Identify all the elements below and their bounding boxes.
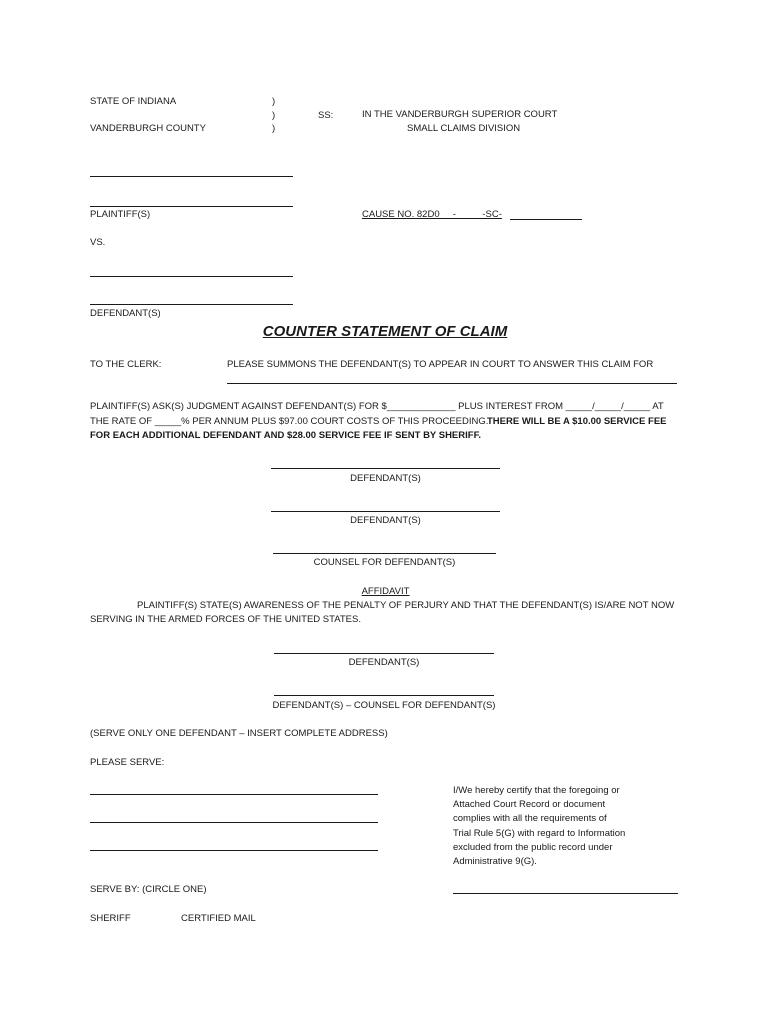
defendant-line-2[interactable]: [90, 304, 293, 305]
defendant-signature-line-2[interactable]: [271, 511, 500, 512]
affidavit-line-1: PLAINTIFF(S) STATE(S) AWARENESS OF THE PENALTY OF PERJURY AND THAT THE DEFENDANT(S) IS/ARE NOT NOW: [137, 600, 675, 611]
document-title: COUNTER STATEMENT OF CLAIM: [262, 323, 508, 340]
affidavit-heading: AFFIDAVIT: [361, 586, 410, 597]
please-serve-label: PLEASE SERVE:: [90, 757, 165, 768]
certification-line-6: Administrative 9(G).: [453, 856, 537, 867]
sheriff-option[interactable]: SHERIFF: [90, 913, 131, 924]
defendant-signature-label-2: DEFENDANT(S): [350, 515, 421, 526]
paren-3: ): [272, 123, 276, 134]
service-fee-notice: THERE WILL BE A $10.00 SERVICE FEE: [487, 416, 667, 427]
defendant-line-1[interactable]: [90, 276, 293, 277]
county-label: VANDERBURGH COUNTY: [90, 123, 206, 134]
clerk-label: TO THE CLERK:: [90, 359, 162, 370]
judgment-line-2: THE RATE OF _____% PER ANNUM PLUS $97.00 COURT COSTS OF THIS PROCEEDING.: [90, 416, 489, 427]
serve-address-line-2[interactable]: [90, 822, 378, 823]
affidavit-line-2: SERVING IN THE ARMED FORCES OF THE UNITED STATES.: [90, 614, 361, 625]
serve-instruction: (SERVE ONLY ONE DEFENDANT – INSERT COMPLETE ADDRESS): [90, 728, 388, 739]
judgment-line-1: PLAINTIFF(S) ASK(S) JUDGMENT AGAINST DEFENDANT(S) FOR $_____________ PLUS INTEREST FROM _____/_____/_____ AT: [90, 401, 664, 412]
serve-address-line-3[interactable]: [90, 850, 378, 851]
court-name: IN THE VANDERBURGH SUPERIOR COURT: [362, 109, 558, 120]
ss-label: SS:: [318, 110, 334, 121]
plaintiff-line-1[interactable]: [90, 176, 293, 177]
certified-mail-option[interactable]: CERTIFIED MAIL: [181, 913, 256, 924]
certification-line-3: complies with all the requirements of: [453, 813, 607, 824]
certification-line-4: Trial Rule 5(G) with regard to Information: [453, 828, 626, 839]
defendant-signature-label-1: DEFENDANT(S): [350, 473, 421, 484]
cause-number: CAUSE NO. 82D0 - -SC-: [362, 209, 502, 220]
cause-number-blank[interactable]: [510, 219, 582, 220]
plaintiff-line-2[interactable]: [90, 206, 293, 207]
vs-label: VS.: [90, 237, 106, 248]
defendant-label: DEFENDANT(S): [90, 308, 161, 319]
paren-1: ): [272, 96, 276, 107]
affidavit-signature-label-2: DEFENDANT(S) – COUNSEL FOR DEFENDANT(S): [272, 700, 496, 711]
clerk-text: PLEASE SUMMONS THE DEFENDANT(S) TO APPEAR IN COURT TO ANSWER THIS CLAIM FOR: [227, 359, 654, 370]
paren-2: ): [272, 110, 276, 121]
certification-line-1: I/We hereby certify that the foregoing or: [453, 785, 620, 796]
defendant-signature-line-1[interactable]: [271, 468, 500, 469]
certification-line-2: Attached Court Record or document: [453, 799, 606, 810]
court-division: SMALL CLAIMS DIVISION: [407, 123, 521, 134]
state-label: STATE OF INDIANA: [90, 96, 177, 107]
affidavit-signature-label-1: DEFENDANT(S): [348, 657, 420, 668]
serve-address-line-1[interactable]: [90, 794, 378, 795]
affidavit-signature-line-2[interactable]: [274, 695, 494, 696]
plaintiff-label: PLAINTIFF(S): [90, 209, 151, 220]
serve-by-label: SERVE BY: (CIRCLE ONE): [90, 884, 207, 895]
affidavit-signature-line-1[interactable]: [274, 653, 494, 654]
certification-line-5: excluded from the public record under: [453, 842, 613, 853]
counsel-signature-label: COUNSEL FOR DEFENDANT(S): [313, 557, 456, 568]
certification-signature-line[interactable]: [453, 893, 678, 894]
counsel-signature-line[interactable]: [273, 553, 496, 554]
judgment-line-3: FOR EACH ADDITIONAL DEFENDANT AND $28.00 SERVICE FEE IF SENT BY SHERIFF.: [90, 430, 481, 441]
claim-for-line[interactable]: [227, 383, 677, 384]
